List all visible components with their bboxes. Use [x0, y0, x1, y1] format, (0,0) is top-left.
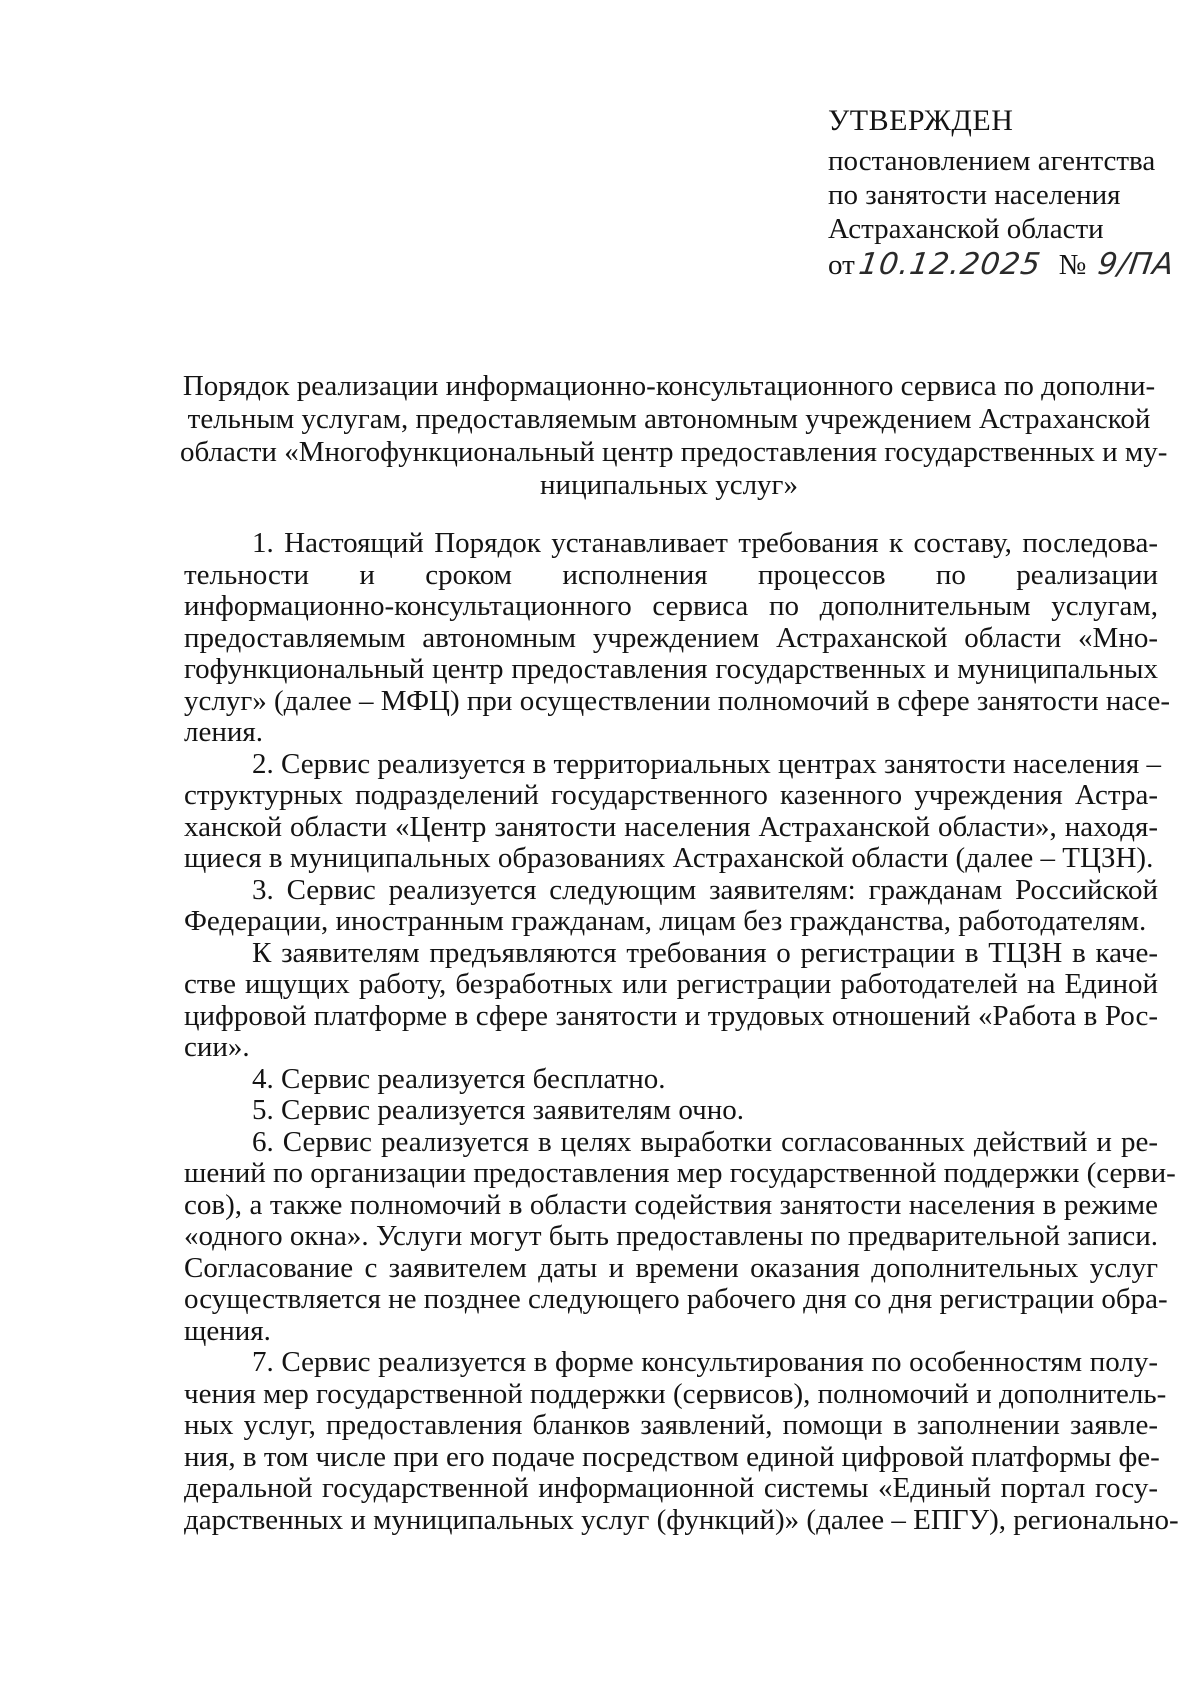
text-line: ных услуг, предоставления бланков заявлений, помощи в заполнении заявле- [184, 1409, 1158, 1441]
approval-block [828, 104, 1178, 282]
approval-line: по занятости населения [828, 179, 1121, 211]
text-line: Согласование с заявителем даты и времени оказания дополнительных услуг [184, 1251, 1158, 1284]
text-line: сии». [184, 1031, 250, 1063]
text-line: 6. Сервис реализуется в целях выработки согласованных действий и ре- [252, 1125, 1158, 1158]
text-line: Федерации, иностранным гражданам, лицам без гражданства, работодателям. [184, 905, 1147, 937]
text-line: «одного окна». Услуги могут быть предоставлены по предварительной записи. [184, 1220, 1158, 1252]
handwritten-date: 10.12.2025 [856, 247, 1044, 282]
date-prefix: от [828, 249, 855, 281]
text-line: ния, в том числе при его подаче посредством единой цифровой платформы фе- [184, 1440, 1160, 1473]
text-line: деральной государственной информационной системы «Единый портал госу- [184, 1472, 1158, 1504]
text-line: гофункциональный центр предоставления государственных и муниципальных [184, 653, 1158, 685]
text-line: ханской области «Центр занятости населения Астраханской области», находя- [184, 810, 1158, 843]
text-line: услуг» (далее – МФЦ) при осуществлении полномочий в сфере занятости насе- [184, 684, 1170, 717]
approval-line: постановлением агентства [828, 145, 1156, 177]
text-line: щения. [184, 1314, 271, 1347]
text-line: ления. [184, 716, 263, 748]
paragraph-5 [184, 1095, 1158, 1127]
text-line: дарственных и муниципальных услуг (функций)» (далее – ЕПГУ), регионально- [184, 1503, 1179, 1536]
text-line: К заявителям предъявляются требования о регистрации в ТЦЗН в каче- [252, 936, 1158, 969]
document-title [180, 370, 1168, 502]
paragraph-4 [184, 1064, 1158, 1096]
paragraph-3 [184, 875, 1158, 938]
title-line: тельным услугам, предоставляемым автономным учреждением Астраханской [187, 403, 1151, 435]
text-line: структурных подразделений государственного казенного учреждения Астра- [184, 779, 1158, 811]
title-line: области «Многофункциональный центр предоставления государственных и му- [180, 436, 1168, 468]
text-line: 4. Сервис реализуется бесплатно. [252, 1062, 666, 1095]
text-line: 7. Сервис реализуется в форме консультирования по особенностям полу- [252, 1346, 1158, 1378]
paragraph-6 [184, 1125, 1176, 1348]
text-line: стве ищущих работу, безработных или регистрации работодателей на Единой [184, 968, 1158, 1000]
title-line: ниципальных услуг» [540, 469, 798, 501]
text-line: сов), а также полномочий в области содействия занятости населения в режиме [184, 1188, 1158, 1221]
text-line: информационно-консультационного сервиса по дополнительным услугам, [184, 590, 1158, 622]
paragraph-1 [184, 527, 1170, 749]
approval-line: Астраханской области [828, 213, 1104, 245]
paragraph-7 [184, 1346, 1179, 1536]
text-line: тельности и сроком исполнения процессов по реализации [184, 558, 1158, 591]
text-line: осуществляется не позднее следующего рабочего дня со дня регистрации обра- [184, 1283, 1168, 1315]
text-line: щиеся в муниципальных образованиях Астраханской области (далее – ТЦЗН). [184, 842, 1154, 874]
text-line: чения мер государственной поддержки (сервисов), полномочий и дополнитель- [184, 1377, 1167, 1410]
handwritten-number: 9/ПА [1095, 247, 1178, 282]
number-sign: № [1058, 249, 1087, 281]
approval-heading: УТВЕРЖДЕН [828, 104, 1014, 137]
approval-date-number [828, 247, 1178, 282]
text-line: 1. Настоящий Порядок устанавливает требования к составу, последова- [252, 527, 1158, 559]
text-line: 3. Сервис реализуется следующим заявителям: гражданам Российской [252, 873, 1158, 906]
paragraph-2 [184, 747, 1161, 875]
title-line: Порядок реализации информационно-консультационного сервиса по дополни- [182, 370, 1156, 402]
document-body [184, 527, 1179, 1536]
text-line: предоставляемым автономным учреждением Астраханской области «Мно- [184, 621, 1158, 654]
paragraph-3-requirements [184, 938, 1158, 1064]
text-line: 2. Сервис реализуется в территориальных центрах занятости населения – [252, 747, 1161, 780]
text-line: шений по организации предоставления мер государственной поддержки (серви- [184, 1157, 1176, 1189]
text-line: цифровой платформе в сфере занятости и трудовых отношений «Работа в Рос- [184, 999, 1158, 1032]
text-line: 5. Сервис реализуется заявителям очно. [252, 1094, 745, 1126]
